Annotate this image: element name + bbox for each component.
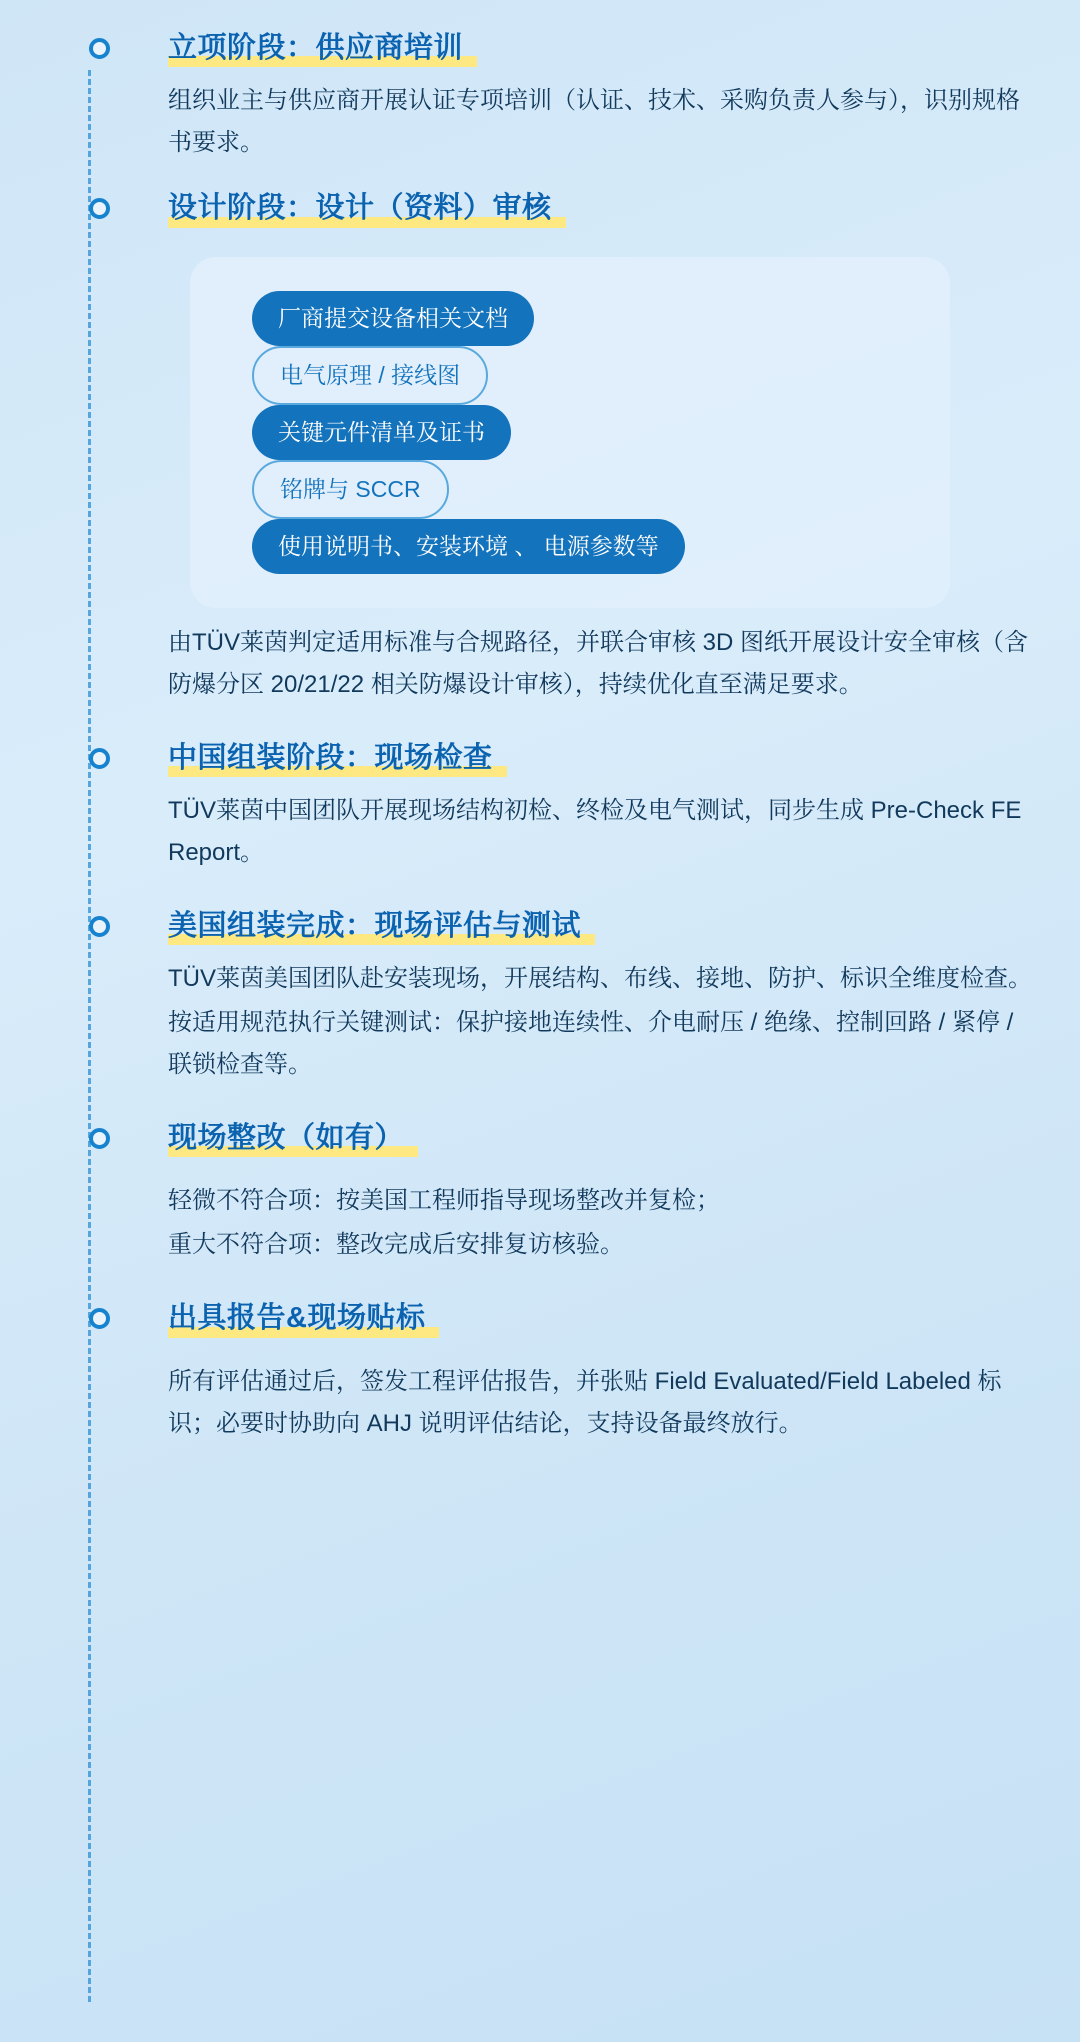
body-line: 所有评估通过后，签发工程评估报告，并张贴 Field Evaluated/Field Labeled 标识；必要时协助向 AHJ 说明评估结论，支持设备最终放行。	[168, 1367, 1002, 1437]
timeline-dot-icon	[89, 748, 110, 769]
timeline-axis	[88, 70, 91, 2002]
timeline-step	[108, 190, 1040, 705]
body-line: 由TÜV莱茵判定适用标准与合规路径，并联合审核 3D 图纸开展设计安全审核（含防爆分区 20/21/22 相关防爆设计审核），持续优化直至满足要求。	[168, 628, 1029, 698]
body-line: TÜV莱茵中国团队开展现场结构初检、终检及电气测试，同步生成 Pre-Check FE Report。	[168, 796, 1022, 866]
step-title: 设计阶段：设计（资料）审核	[168, 190, 558, 228]
body-line: 轻微不符合项：按美国工程师指导现场整改并复检；	[168, 1187, 720, 1215]
step-title: 出具报告&现场贴标	[168, 1300, 431, 1338]
step-body	[168, 1361, 1040, 1445]
document-row	[252, 291, 950, 346]
step-title: 现场整改（如有）	[168, 1120, 410, 1158]
step-body	[168, 622, 1040, 706]
document-pill: 关键元件清单及证书	[252, 405, 511, 460]
document-pill: 电气原理 / 接线图	[252, 346, 488, 405]
step-title: 中国组装阶段：现场检查	[168, 740, 499, 778]
timeline-step	[108, 1300, 1040, 1444]
timeline-dot-icon	[89, 916, 110, 937]
step-body	[168, 1180, 1040, 1266]
document-row	[252, 519, 950, 574]
step-body	[168, 790, 1040, 874]
document-pill: 铭牌与 SCCR	[252, 460, 449, 519]
document-pill: 使用说明书、安装环境 、 电源参数等	[252, 519, 685, 574]
step-body	[168, 80, 1040, 164]
timeline-step	[108, 1120, 1040, 1266]
timeline-step	[108, 30, 1040, 164]
timeline-dot-icon	[89, 38, 110, 59]
document-pill: 厂商提交设备相关文档	[252, 291, 534, 346]
body-line: 重大不符合项：整改完成后安排复访核验。	[168, 1231, 624, 1259]
document-list-card	[190, 257, 950, 608]
body-line: 按适用规范执行关键测试：保护接地连续性、介电耐压 / 绝缘、控制回路 / 紧停 / 联锁检查等。	[168, 1009, 1014, 1078]
document-row	[252, 405, 950, 460]
body-line: 组织业主与供应商开展认证专项培训（认证、技术、采购负责人参与），识别规格书要求。	[168, 87, 1020, 157]
timeline-dot-icon	[89, 198, 110, 219]
document-row	[252, 346, 950, 405]
timeline-dot-icon	[89, 1128, 110, 1149]
body-line: TÜV莱茵美国团队赴安装现场，开展结构、布线、接地、防护、标识全维度检查。	[168, 965, 1032, 992]
timeline-step	[108, 740, 1040, 874]
document-row	[252, 460, 950, 519]
step-title: 美国组装完成：现场评估与测试	[168, 908, 587, 946]
step-body	[168, 958, 1040, 1086]
timeline-step	[108, 908, 1040, 1086]
timeline-steps	[108, 30, 1040, 1445]
step-title: 立项阶段：供应商培训	[168, 30, 469, 68]
timeline-dot-icon	[89, 1308, 110, 1329]
